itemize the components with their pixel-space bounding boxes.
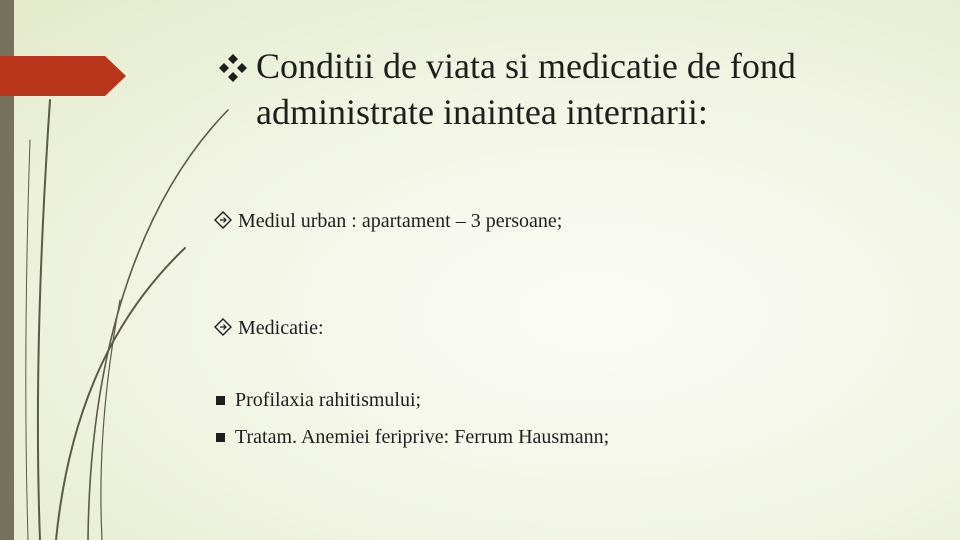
list-item-text: Medicatie: — [238, 317, 324, 339]
diamond-arrow-bullet-icon — [213, 210, 233, 230]
list-item-text: Mediul urban : apartament – 3 persoane; — [238, 210, 563, 232]
square-bullet-icon — [216, 433, 225, 442]
slide-title-text: Conditii de viata si medicatie de fond administrate inaintea internarii: — [256, 46, 796, 132]
accent-arrow — [0, 56, 126, 96]
four-diamond-bullet-icon — [218, 53, 248, 83]
slide-title — [218, 43, 918, 135]
sub-list-item-text: Profilaxia rahitismului; — [235, 389, 422, 411]
list-item — [213, 209, 562, 233]
square-bullet-icon — [216, 396, 225, 405]
sub-list-item — [213, 425, 609, 449]
diamond-arrow-bullet-icon — [213, 317, 233, 337]
sub-list-item — [213, 388, 421, 412]
list-item — [213, 316, 324, 340]
sub-list-item-text: Tratam. Anemiei feriprive: Ferrum Hausmann; — [235, 426, 610, 448]
